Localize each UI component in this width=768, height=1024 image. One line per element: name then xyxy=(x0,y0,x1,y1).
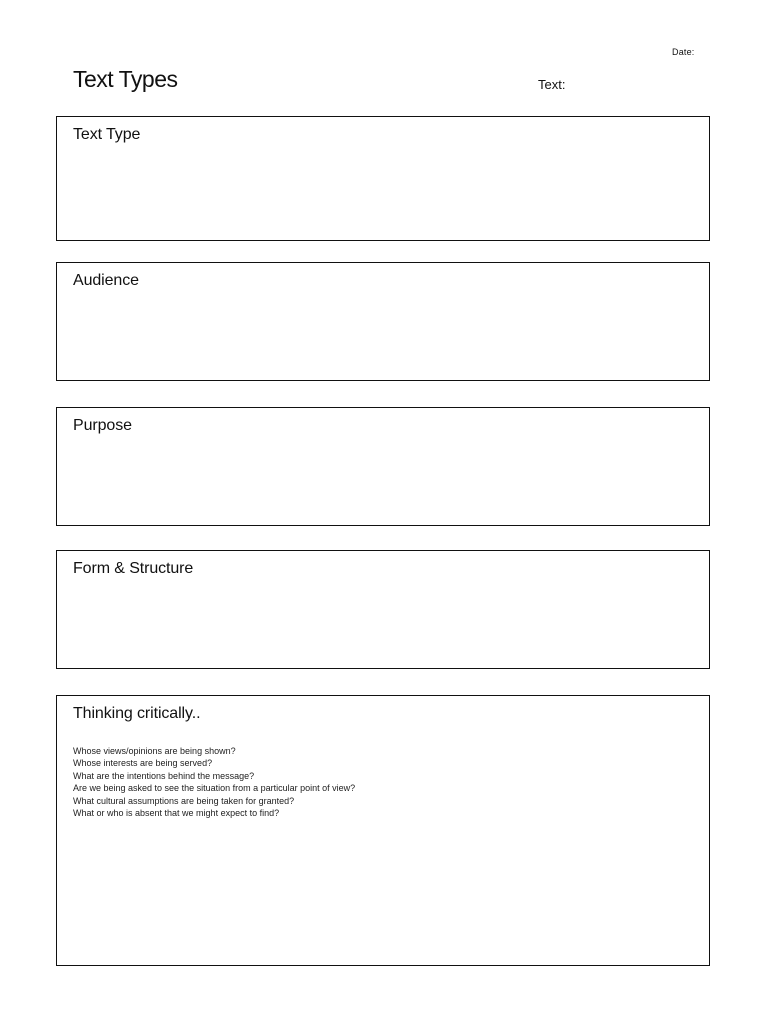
thinking-critically-box[interactable] xyxy=(56,695,710,966)
question-item: What cultural assumptions are being taken for granted? xyxy=(73,795,295,806)
question-item: Whose views/opinions are being shown? xyxy=(73,746,236,756)
question-item: Are we being asked to see the situation from a particular point of view? xyxy=(73,783,356,794)
thinking-critically-heading: Thinking critically.. xyxy=(73,705,201,722)
purpose-box[interactable] xyxy=(56,407,710,526)
text-label: Text: xyxy=(538,77,566,92)
question-item: Whose interests are being served? xyxy=(73,758,213,769)
critical-questions-list xyxy=(73,745,355,819)
text-type-heading: Text Type xyxy=(73,126,141,143)
page-title: Text Types xyxy=(73,66,178,92)
text-type-box[interactable] xyxy=(56,116,710,241)
form-structure-box[interactable] xyxy=(56,550,710,669)
question-item: What or who is absent that we might expect to find? xyxy=(73,808,280,819)
question-item: What are the intentions behind the message? xyxy=(73,770,255,781)
form-structure-heading: Form & Structure xyxy=(73,560,194,577)
audience-heading: Audience xyxy=(73,272,139,289)
purpose-heading: Purpose xyxy=(73,417,132,434)
date-label: Date: xyxy=(672,47,695,57)
audience-box[interactable] xyxy=(56,262,710,381)
